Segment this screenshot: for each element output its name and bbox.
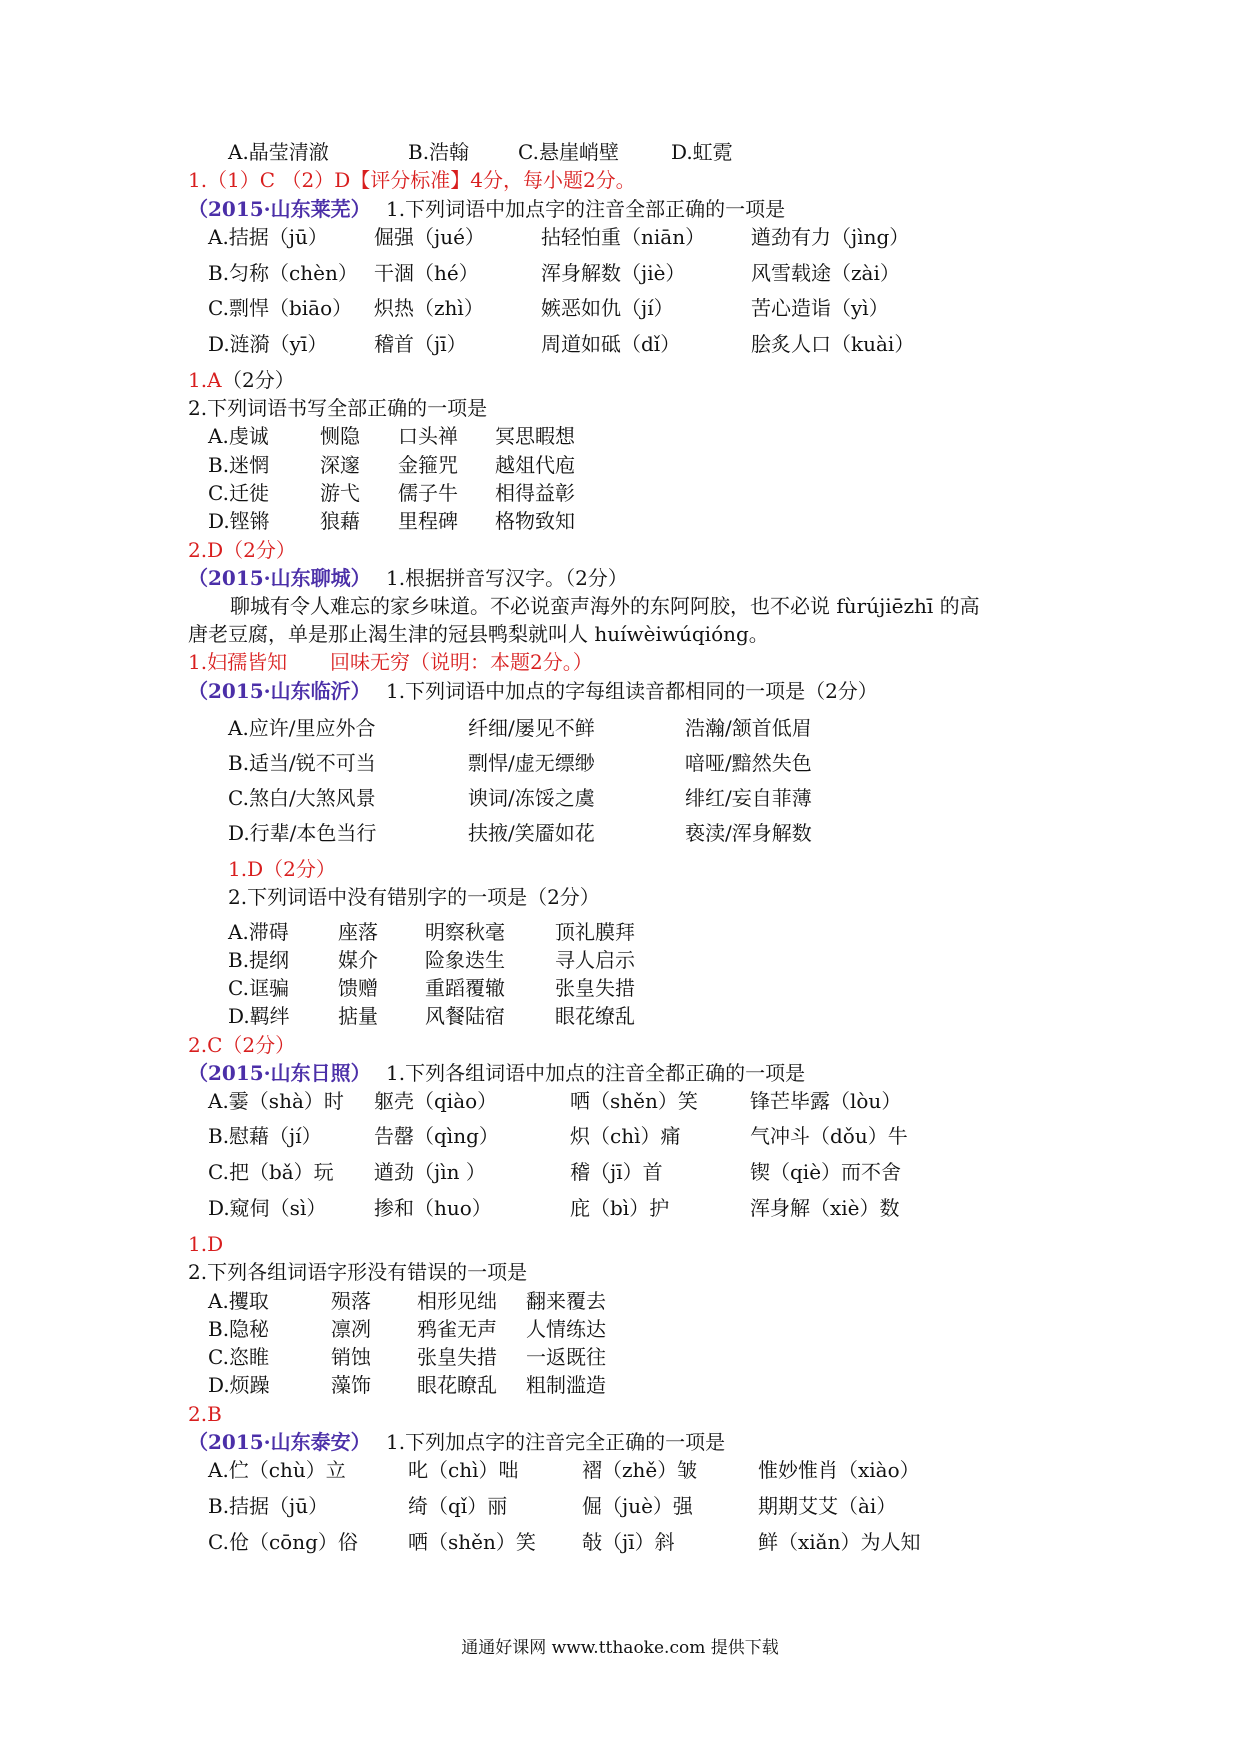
text-segment: 嫉恶如仇（jí） — [541, 296, 674, 320]
text-segment: 纤细/屡见不鲜 — [468, 716, 595, 740]
text-segment: 一返既往 — [526, 1345, 606, 1369]
text-segment: 剽悍/虚无缥缈 — [468, 751, 595, 775]
text-segment: 座落 — [338, 920, 378, 944]
text-segment: 里程碑 — [398, 509, 458, 533]
text-segment: 倔强（jué） — [374, 225, 485, 249]
text-segment: B.提纲 — [228, 948, 290, 972]
text-segment: 气冲斗（dǒu）牛 — [750, 1124, 908, 1148]
text-segment: 2.C（2分） — [188, 1033, 296, 1057]
text-segment: 倔（juè）强 — [582, 1494, 693, 1518]
text-segment: 2.D（2分） — [188, 538, 296, 562]
text-segment: 聊城有令人难忘的家乡味道。不必说蛮声海外的东阿阿胶，也不必说 fùrújiēzhī 的高 — [230, 594, 980, 618]
text-segment: 掂量 — [338, 1004, 378, 1028]
text-segment: 相形见绌 — [417, 1289, 497, 1313]
text-segment: 周道如砥（dǐ） — [541, 332, 681, 356]
text-segment: 稽（jī）首 — [570, 1160, 663, 1184]
text-segment: 冥思睱想 — [495, 424, 575, 448]
text-segment: 喑哑/黯然失色 — [685, 751, 812, 775]
text-segment: 告罄（qìng） — [374, 1124, 499, 1148]
text-segment: 藻饰 — [331, 1373, 371, 1397]
text-segment: （2分） — [222, 368, 295, 392]
text-segment: C.剽悍（biāo） — [208, 296, 353, 320]
text-segment: 拈轻怕重（niān） — [541, 225, 706, 249]
text-segment: 遒劲（jìn ） — [374, 1160, 486, 1184]
text-segment: （2015·山东聊城） — [188, 566, 371, 590]
text-segment: 亵渎/浑身解数 — [685, 821, 812, 845]
text-segment: 回味无穷（说明：本题2分。） — [330, 650, 593, 674]
text-segment: C.悬崖峭壁 — [518, 140, 619, 164]
text-segment: 媒介 — [338, 948, 378, 972]
text-segment: 游弋 — [320, 481, 360, 505]
text-segment: 2.下列各组词语字形没有错误的一项是 — [188, 1260, 528, 1284]
text-segment: 苦心造诣（yì） — [751, 296, 889, 320]
text-segment: C.把（bǎ）玩 — [208, 1160, 334, 1184]
text-segment: 张皇失措 — [555, 976, 635, 1000]
text-segment: 儒子牛 — [398, 481, 458, 505]
text-segment: C.伧（cōng）俗 — [208, 1530, 358, 1554]
text-segment: 重蹈覆辙 — [425, 976, 505, 1000]
text-segment: D.行辈/本色当行 — [228, 821, 377, 845]
text-segment: 鸦雀无声 — [417, 1317, 497, 1341]
text-segment: 险象迭生 — [425, 948, 505, 972]
text-segment: （2015·山东泰安） — [188, 1430, 371, 1454]
text-segment: 哂（shěn）笑 — [570, 1089, 698, 1113]
text-segment: D.涟漪（yī） — [208, 332, 328, 356]
text-segment: 绯红/妄自菲薄 — [685, 786, 812, 810]
text-segment: 风雪载途（zài） — [751, 261, 900, 285]
text-segment: 1.A — [188, 368, 222, 392]
text-segment: 浑身解数（jiè） — [541, 261, 686, 285]
text-segment: 口头禅 — [398, 424, 458, 448]
text-segment: 锲（qiè）而不舍 — [750, 1160, 902, 1184]
text-segment: 叱（chì）咄 — [408, 1458, 519, 1482]
text-segment: （2015·山东莱芜） — [188, 197, 371, 221]
text-segment: 唐老豆腐，单是那止渴生津的冠县鸭梨就叫人 huíwèiwúqióng。 — [188, 622, 769, 646]
text-segment: 眼花缭乱 — [555, 1004, 635, 1028]
text-segment: 躯壳（qiào） — [374, 1089, 498, 1113]
text-segment: 1.（1）C （2）D【评分标准】4分，每小题2分。 — [188, 168, 636, 192]
text-segment: 炽热（zhì） — [374, 296, 484, 320]
text-segment: C.恣睢 — [208, 1345, 269, 1369]
text-segment: 粗制滥造 — [526, 1373, 606, 1397]
text-segment: A.拮据（jū） — [208, 225, 328, 249]
text-segment: 张皇失措 — [417, 1345, 497, 1369]
text-segment: 寻人启示 — [555, 948, 635, 972]
text-segment: 浩瀚/颔首低眉 — [685, 716, 812, 740]
text-segment: （2015·山东临沂） — [188, 679, 371, 703]
text-segment: 扶掖/笑靥如花 — [468, 821, 595, 845]
text-segment: B.浩翰 — [408, 140, 470, 164]
text-segment: 1.下列各组词语中加点的注音全都正确的一项是 — [386, 1061, 806, 1085]
text-segment: 庇（bì）护 — [570, 1196, 670, 1220]
text-segment: （2015·山东日照） — [188, 1061, 371, 1085]
text-segment: 顶礼膜拜 — [555, 920, 635, 944]
text-segment: 炽（chì）痛 — [570, 1124, 681, 1148]
text-segment: 翻来覆去 — [526, 1289, 606, 1313]
text-segment: A.霎（shà）时 — [208, 1089, 344, 1113]
text-segment: 干涸（hé） — [374, 261, 479, 285]
text-segment: 掺和（huo） — [374, 1196, 492, 1220]
text-segment: B.隐秘 — [208, 1317, 270, 1341]
text-segment: 2.B — [188, 1402, 222, 1426]
text-segment: 褶（zhě）皱 — [582, 1458, 698, 1482]
text-segment: 哂（shěn）笑 — [408, 1530, 536, 1554]
text-segment: 鲜（xiǎn）为人知 — [758, 1530, 921, 1554]
text-segment: 期期艾艾（ài） — [758, 1494, 897, 1518]
text-segment: 2.下列词语书写全部正确的一项是 — [188, 396, 488, 420]
text-segment: 绮（qǐ）丽 — [408, 1494, 508, 1518]
text-segment: C.煞白/大煞风景 — [228, 786, 376, 810]
text-segment: 1.D — [188, 1232, 224, 1256]
text-segment: 金箍咒 — [398, 453, 458, 477]
text-segment: 人情练达 — [526, 1317, 606, 1341]
text-segment: 眼花瞭乱 — [417, 1373, 497, 1397]
text-segment: 稽首（jī） — [374, 332, 467, 356]
text-segment: C.诓骗 — [228, 976, 289, 1000]
text-segment: 1.下列词语中加点字的注音全部正确的一项是 — [386, 197, 786, 221]
text-segment: 凛冽 — [331, 1317, 371, 1341]
text-segment: D.烦躁 — [208, 1373, 270, 1397]
text-segment: 1.下列词语中加点的字每组读音都相同的一项是（2分） — [386, 679, 878, 703]
text-segment: 锋芒毕露（lòu） — [750, 1089, 902, 1113]
text-segment: 惟妙惟肖（xiào） — [758, 1458, 920, 1482]
text-segment: 馈赠 — [338, 976, 378, 1000]
text-segment: B.迷惘 — [208, 453, 270, 477]
text-segment: 越俎代庖 — [495, 453, 575, 477]
text-segment: A.虔诚 — [208, 424, 269, 448]
text-segment: A.晶莹清澈 — [228, 140, 329, 164]
text-segment: 恻隐 — [320, 424, 360, 448]
text-segment: 明察秋毫 — [425, 920, 505, 944]
text-segment: 风餐陆宿 — [425, 1004, 505, 1028]
text-segment: A.攫取 — [208, 1289, 269, 1313]
text-segment: D.虹霓 — [671, 140, 733, 164]
text-segment: 1.下列加点字的注音完全正确的一项是 — [386, 1430, 726, 1454]
text-segment: D.铿锵 — [208, 509, 270, 533]
text-segment: 浑身解（xiè）数 — [750, 1196, 900, 1220]
text-segment: 1.根据拼音写汉字。（2分） — [386, 566, 628, 590]
text-segment: A.伫（chù）立 — [208, 1458, 346, 1482]
text-segment: 销蚀 — [331, 1345, 371, 1369]
text-segment: 狼藉 — [320, 509, 360, 533]
text-segment: 遒劲有力（jìng） — [751, 225, 910, 249]
text-segment: B.匀称（chèn） — [208, 261, 358, 285]
text-segment: C.迁徙 — [208, 481, 269, 505]
text-segment: 谀词/冻馁之虞 — [468, 786, 595, 810]
text-segment: 相得益彰 — [495, 481, 575, 505]
text-segment: A.应许/里应外合 — [228, 716, 376, 740]
text-segment: 脍炙人口（kuài） — [751, 332, 915, 356]
text-segment: B.慰藉（jí） — [208, 1124, 322, 1148]
text-segment: D.羁绊 — [228, 1004, 290, 1028]
text-segment: 2.下列词语中没有错别字的一项是（2分） — [228, 885, 600, 909]
text-segment: B.适当/锐不可当 — [228, 751, 376, 775]
text-segment: 殒落 — [331, 1289, 371, 1313]
text-segment: B.拮据（jū） — [208, 1494, 329, 1518]
text-segment: 1.D（2分） — [228, 857, 336, 881]
page-footer: 通通好课网 www.tthaoke.com 提供下载 — [461, 1638, 779, 1658]
text-segment: D.窥伺（sì） — [208, 1196, 327, 1220]
text-segment: 敧（jī）斜 — [582, 1530, 675, 1554]
text-segment: 1.妇孺皆知 — [188, 650, 288, 674]
text-segment: 深邃 — [320, 453, 360, 477]
text-segment: A.滞碍 — [228, 920, 289, 944]
text-segment: 格物致知 — [495, 509, 575, 533]
